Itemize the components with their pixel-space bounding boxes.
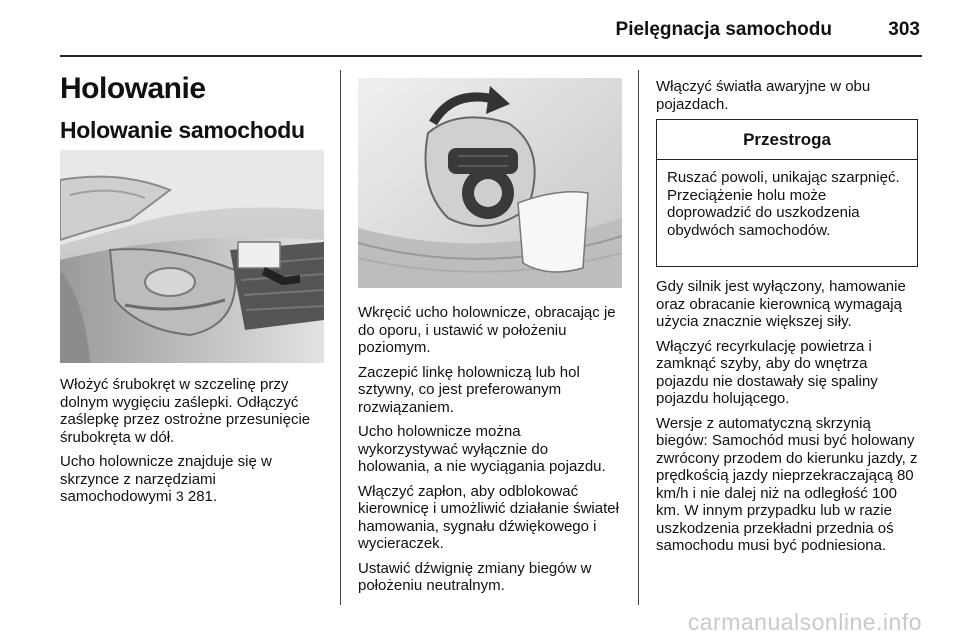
tow-eye-illustration: [358, 78, 622, 288]
paragraph: Włączyć recyrkulację powietrza i zamknąć szyby, aby do wnętrza pojazdu nie dostawały się spaliny pojazdu holującego.: [656, 337, 878, 407]
caution-text: Ruszać powoli, unikając szarpnięć. Przeciążenie holu może doprowadzić do uszkodzenia obydwóch samochodów.: [667, 169, 900, 239]
paragraph: [60, 453, 328, 506]
caution-box: [656, 119, 918, 267]
paragraph-text: Ucho holownicze znajduje się w skrzynce z narzędziami samochodowymi: [60, 453, 272, 505]
paragraph: Włączyć światła awaryjne w obu pojazdach.: [656, 78, 871, 113]
column-3-text: [656, 278, 924, 562]
paragraph: Wersje z automatyczną skrzynią biegów: Samochód musi być holowany zwrócony przodem do kierunku jazdy, z prędkością jazdy nieprzekraczającą 80 km/h i nie dalej niż na odległość 100 km. W innym przypadku lub w razie uszkodzenia przekładni przednia oś samochodu musi być podniesiona.: [656, 414, 918, 554]
column-divider-2: [638, 70, 639, 605]
paragraph: Zaczepić linkę holowniczą lub hol sztywny, co jest preferowanym rozwiązaniem.: [358, 363, 580, 416]
paragraph: Ucho holownicze można wykorzystywać wyłącznie do holowania, a nie wyciągania pojazdu.: [358, 423, 606, 475]
paragraph: Wkręcić ucho holownicze, obracając je do oporu, i ustawić w położeniu poziomym.: [358, 304, 616, 356]
column-3-intro: [656, 78, 924, 120]
column-divider-1: [340, 70, 341, 605]
paragraph: Włączyć zapłon, aby odblokować kierownicę i umożliwić działanie świateł hamowania, sygnału dźwiękowego i wycieraczek.: [358, 482, 619, 552]
column-2-text: [358, 304, 623, 602]
column-1-text: [60, 376, 328, 513]
section-title: Holowanie: [60, 72, 206, 105]
page-reference-arrow-icon: 3: [175, 488, 184, 504]
header-rule: [60, 55, 922, 57]
subsection-title: Holowanie samochodu: [60, 117, 305, 143]
running-header-title: Pielęgnacja samochodu: [615, 19, 832, 40]
page-number: 303: [888, 19, 920, 40]
bumper-cover-illustration: [60, 150, 324, 363]
paragraph: Gdy silnik jest wyłączony, hamowanie oraz obracanie kierownicą wymagają użycia znacznie większej siły.: [656, 278, 906, 330]
watermark: carmanualsonline.info: [687, 609, 922, 635]
paragraph: Włożyć śrubokręt w szczelinę przy dolnym wygięciu zaślepki. Odłączyć zaślepkę przez ostrożne przesunięcie śrubokręta w dół.: [60, 376, 311, 446]
page-reference-link[interactable]: 281.: [187, 488, 218, 505]
paragraph: Ustawić dźwignię zmiany biegów w położeniu neutralnym.: [358, 559, 592, 594]
caution-title: Przestroga: [657, 120, 917, 160]
